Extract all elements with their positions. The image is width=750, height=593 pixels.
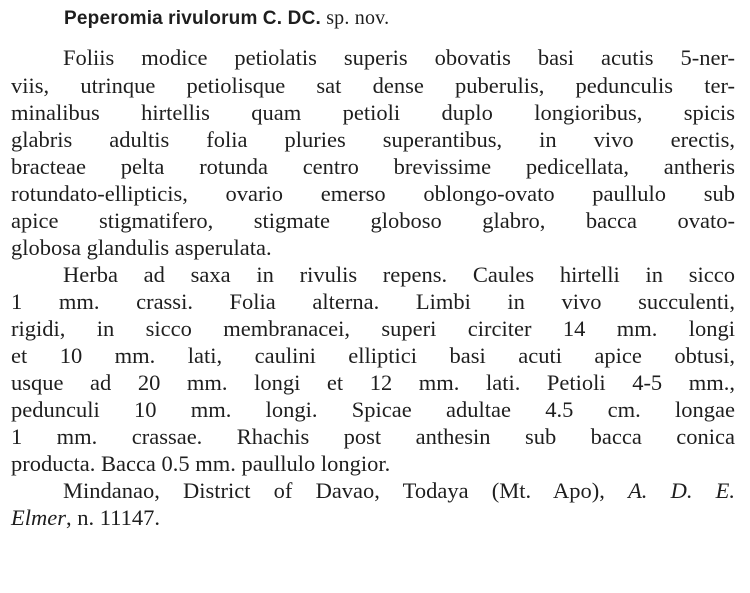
- habitat-line: et 10 mm. lati, caulini elliptici basi acuti apice obtusi,: [11, 343, 735, 368]
- description-line: rotundato-ellipticis, ovario emerso oblongo-ovato paullulo sub: [11, 181, 735, 206]
- description-line: globosa glandulis asperulata.: [11, 235, 272, 260]
- habitat-line: 1 mm. crassae. Rhachis post anthesin sub bacca conica: [11, 424, 735, 449]
- species-title: [64, 2, 389, 35]
- species-author: C. DC.: [262, 8, 321, 29]
- specimen-number: , n. 11147.: [66, 505, 160, 530]
- description-line: viis, utrinque petiolisque sat dense puberulis, pedunculis ter-: [11, 73, 735, 98]
- description-line: glabris adultis folia pluries superantibus, in vivo erectis,: [11, 127, 735, 152]
- description-line: Foliis modice petiolatis superis obovatis basi acutis 5-ner-: [63, 45, 735, 70]
- habitat-line: usque ad 20 mm. longi et 12 mm. lati. Petioli 4-5 mm.,: [11, 370, 735, 395]
- habitat-line: rigidi, in sicco membranacei, superi circiter 14 mm. longi: [11, 316, 735, 341]
- description-line: bracteae pelta rotunda centro brevissime pedicellata, antheris: [11, 154, 735, 179]
- habitat-line: producta. Bacca 0.5 mm. paullulo longior.: [11, 451, 391, 476]
- description-line: apice stigmatifero, stigmate globoso glabro, bacca ovato-: [11, 208, 735, 233]
- specimen-location-line: [63, 477, 735, 505]
- collector-surname: Elmer: [11, 505, 66, 530]
- habitat-line: Herba ad saxa in rivulis repens. Caules hirtelli in sicco: [63, 262, 735, 287]
- description-line: minalibus hirtellis quam petioli duplo longioribus, spicis: [11, 100, 735, 125]
- habitat-line: pedunculi 10 mm. longi. Spicae adultae 4.5 cm. longae: [11, 397, 735, 422]
- genus-name: Peperomia: [64, 8, 163, 29]
- species-epithet: rivulorum: [168, 8, 258, 29]
- specimen-collector-line: [11, 504, 735, 532]
- habitat-line: 1 mm. crassi. Folia alterna. Limbi in vivo succulenti,: [11, 289, 735, 314]
- collector-initials: A. D. E.: [628, 478, 735, 503]
- specimen-locality: Mindanao, District of Davao, Todaya (Mt. Apo),: [63, 478, 605, 503]
- species-status: sp. nov.: [326, 7, 390, 29]
